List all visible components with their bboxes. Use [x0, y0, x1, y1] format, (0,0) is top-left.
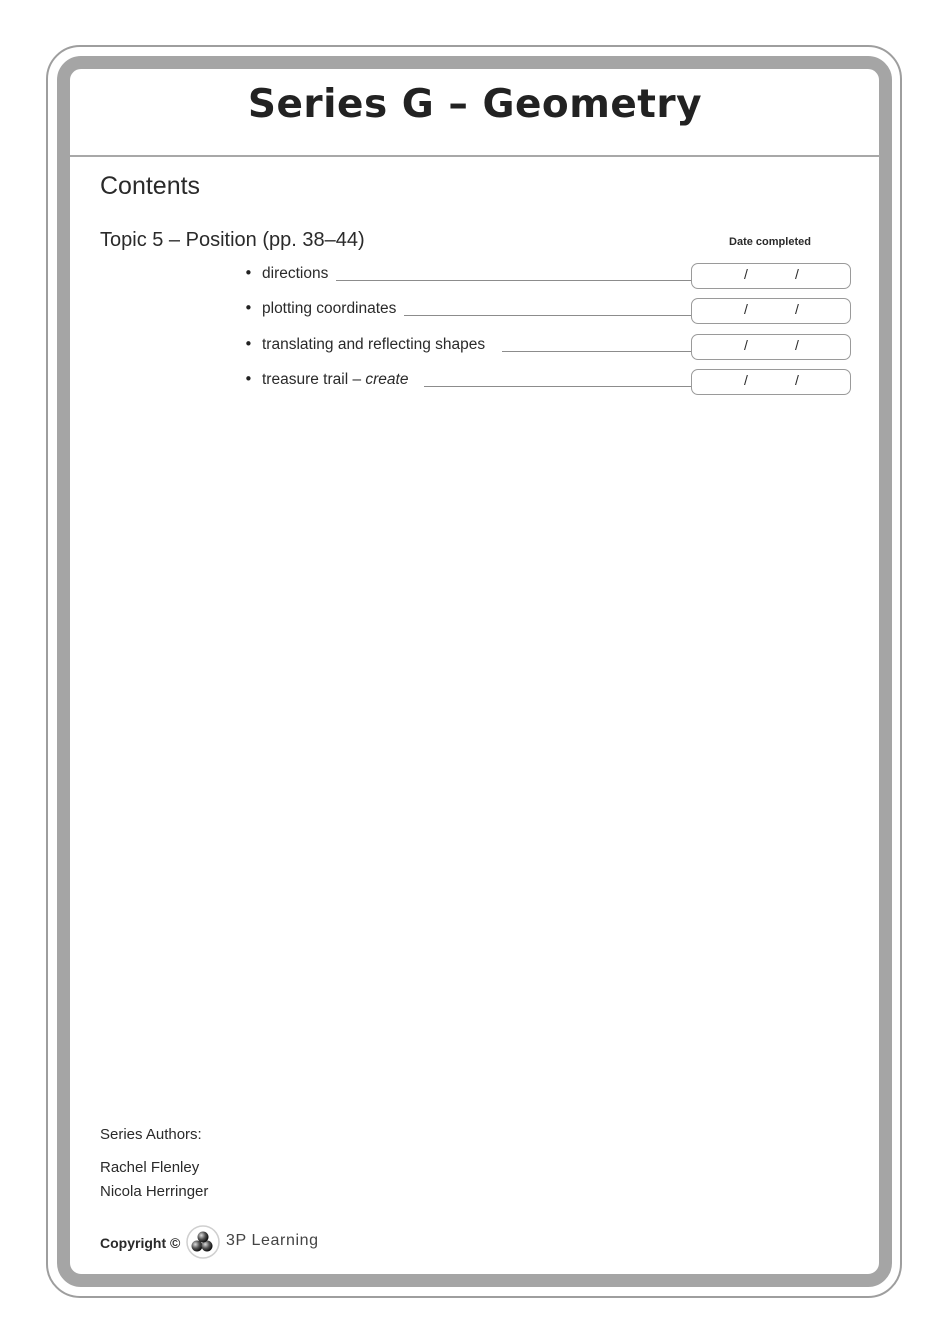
- copyright-label: Copyright ©: [100, 1235, 181, 1251]
- date-separator: /: [744, 337, 748, 353]
- dot-leader: [424, 386, 692, 387]
- date-separator: /: [744, 372, 748, 388]
- toc-item: [244, 334, 852, 360]
- bullet-icon: •: [244, 370, 253, 388]
- toc-item-label: treasure trail – create: [262, 371, 414, 389]
- toc-item-label: plotting coordinates: [262, 300, 402, 318]
- date-separator: /: [744, 266, 748, 282]
- date-completed-field[interactable]: [691, 369, 851, 395]
- date-completed-field[interactable]: [691, 298, 851, 324]
- bullet-icon: •: [244, 335, 253, 353]
- page-title: Series G – Geometry: [247, 82, 703, 127]
- toc-item: [244, 263, 852, 289]
- toc-item: [244, 369, 852, 395]
- author-name: Nicola Herringer: [100, 1183, 209, 1200]
- date-separator: /: [795, 337, 799, 353]
- topic-heading: Topic 5 – Position (pp. 38–44): [100, 229, 365, 251]
- date-separator: /: [744, 301, 748, 317]
- toc-item: [244, 298, 852, 324]
- dot-leader: [404, 315, 692, 316]
- toc-item-emphasis: create: [365, 371, 409, 388]
- dot-leader: [502, 351, 692, 352]
- author-name: Rachel Flenley: [100, 1159, 200, 1176]
- dot-leader: [336, 280, 692, 281]
- date-separator: /: [795, 372, 799, 388]
- series-authors-label: Series Authors:: [100, 1126, 202, 1143]
- date-separator: /: [795, 301, 799, 317]
- three-spheres-logo-icon: [186, 1225, 220, 1259]
- toc-item-label: directions: [262, 265, 334, 283]
- toc-item-label: translating and reflecting shapes: [262, 336, 491, 354]
- date-separator: /: [795, 266, 799, 282]
- contents-heading: Contents: [100, 172, 201, 200]
- bullet-icon: •: [244, 299, 253, 317]
- publisher-name: 3P Learning: [226, 1232, 319, 1249]
- title-divider: [70, 155, 880, 157]
- date-completed-field[interactable]: [691, 263, 851, 289]
- bullet-icon: •: [244, 264, 253, 282]
- date-completed-header: Date completed: [729, 236, 811, 248]
- date-completed-field[interactable]: [691, 334, 851, 360]
